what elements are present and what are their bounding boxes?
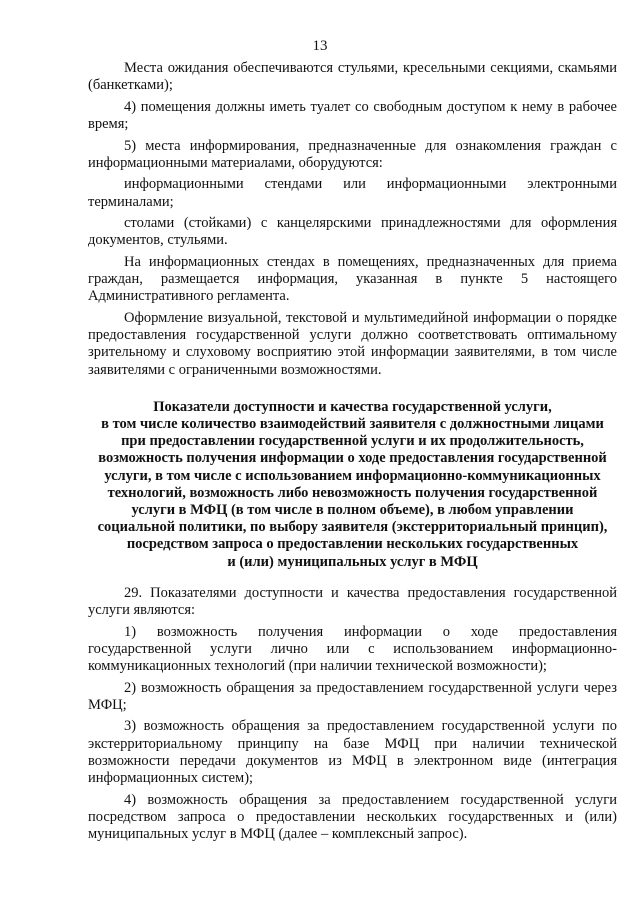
- page-number: 13: [312, 38, 328, 54]
- heading-line: в том числе количество взаимодействий заявителя с должностными лицами: [101, 416, 604, 432]
- list-item: 2) возможность обращения за предоставлением государственной услуги через МФЦ;: [88, 679, 617, 713]
- list-item: 3) возможность обращения за предоставлением государственной услуги по экстерриториальному принципу на базе МФЦ при наличии технической возможности передачи документов из МФЦ в электронном виде (интеграция информационных систем);: [88, 718, 617, 787]
- heading-line: возможность получения информации о ходе предоставления государственной: [98, 450, 607, 467]
- paragraph: На информационных стендах в помещениях, предназначенных для приема граждан, размещается информация, указанная в пункте 5 настоящего Административного регламента.: [88, 253, 617, 305]
- paragraph: 29. Показателями доступности и качества предоставления государственной услуги являются:: [88, 584, 617, 619]
- paragraph: 5) места информирования, предназначенные для ознакомления граждан с информационными материалами, оборудуются:: [88, 137, 617, 171]
- paragraph: 4) помещения должны иметь туалет со свободным доступом к нему в рабочее время;: [88, 98, 617, 132]
- paragraph: Оформление визуальной, текстовой и мультимедийной информации о порядке предоставления государственной услуги должно соответствовать оптимальному зрительному и слуховому восприятию этой информации заявителями, в том числе заявителями с ограниченными возможностями.: [88, 309, 617, 378]
- heading-line: и (или) муниципальных услуг в МФЦ: [227, 553, 478, 570]
- heading-line: социальной политики, по выбору заявителя (экстерриториальный принцип),: [97, 519, 608, 536]
- section-heading: [88, 399, 617, 571]
- heading-line: технологий, возможность либо невозможность получения государственной: [107, 484, 598, 501]
- heading-line: посредством запроса о предоставлении нескольких государственных: [126, 536, 579, 553]
- document-body: [88, 60, 617, 843]
- list-item: 4) возможность обращения за предоставлением государственной услуги посредством запроса о предоставлении нескольких государственных и (или) муниципальных услуг в МФЦ (далее – комплексный запрос).: [88, 791, 617, 843]
- heading-line: услуги, в том числе с использованием информационно-коммуникационных: [104, 467, 601, 484]
- heading-line: Показатели доступности и качества государственной услуги,: [153, 398, 552, 415]
- paragraph: Места ожидания обеспечиваются стульями, кресельными секциями, скамьями (банкетками);: [88, 60, 617, 94]
- heading-line: при предоставлении государственной услуги и их продолжительность,: [121, 433, 584, 450]
- list-item: 1) возможность получения информации о ходе предоставления государственной услуги лично или с использованием информационно-коммуникационных технологий (при наличии технической возможности);: [88, 623, 617, 675]
- paragraph: столами (стойками) с канцелярскими принадлежностями для оформления документов, стульями.: [88, 215, 617, 249]
- heading-line: услуги в МФЦ (в том числе в полном объеме), в любом управлении: [131, 502, 574, 519]
- paragraph: информационными стендами или информационными электронными терминалами;: [88, 176, 617, 210]
